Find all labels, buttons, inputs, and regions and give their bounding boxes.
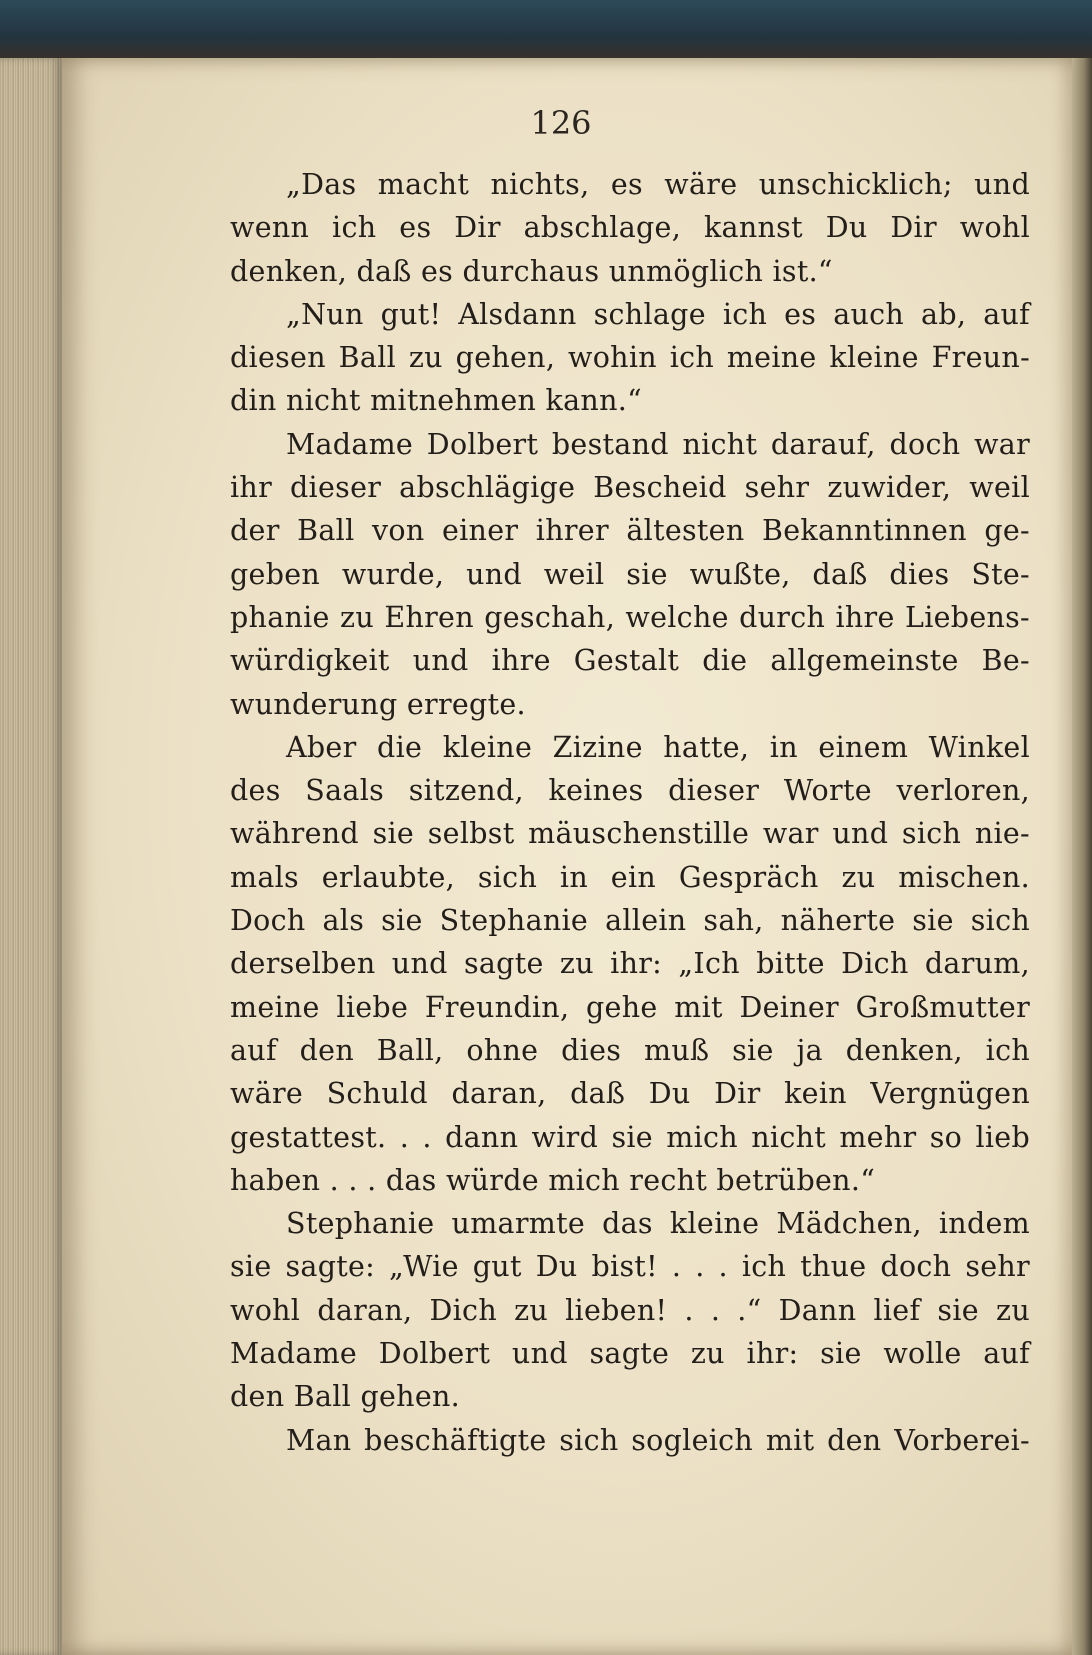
text-line: Madame Dolbert und sagte zu ihr: sie wolle auf <box>230 1337 1030 1371</box>
text-line: derselben und sagte zu ihr: „Ich bitte Dich darum, <box>230 947 1030 981</box>
text-line: geben wurde, und weil sie wußte, daß dies Ste- <box>230 557 1030 591</box>
text-line: gestattest. . . dann wird sie mich nicht mehr so lieb <box>230 1120 1030 1154</box>
text-line: wäre Schuld daran, daß Du Dir kein Vergnügen <box>230 1077 1030 1111</box>
text-line: der Ball von einer ihrer ältesten Bekanntinnen ge- <box>230 514 1030 548</box>
text-line: diesen Ball zu gehen, wohin ich meine kleine Freun- <box>230 341 1030 375</box>
text-line: „Nun gut! Alsdann schlage ich es auch ab, auf <box>286 297 1030 331</box>
text-line: mals erlaubte, sich in ein Gespräch zu mischen. <box>230 860 1030 894</box>
text-line: denken, daß es durchaus unmöglich ist.“ <box>230 254 833 288</box>
text-line: sie sagte: „Wie gut Du bist! . . . ich thue doch sehr <box>230 1250 1030 1284</box>
text-line: wunderung erregte. <box>230 687 526 721</box>
text-line: wohl daran, Dich zu lieben! . . .“ Dann lief sie zu <box>230 1293 1030 1327</box>
text-line: phanie zu Ehren geschah, welche durch ihre Liebens- <box>230 600 1030 634</box>
text-line: Madame Dolbert bestand nicht darauf, doch war <box>286 427 1030 461</box>
text-line: meine liebe Freundin, gehe mit Deiner Großmutter <box>230 990 1030 1024</box>
text-line: auf den Ball, ohne dies muß sie ja denken, ich <box>230 1033 1030 1067</box>
text-line: wenn ich es Dir abschlage, kannst Du Dir wohl <box>230 211 1030 245</box>
text-line: ihr dieser abschlägige Bescheid sehr zuwider, weil <box>230 471 1030 505</box>
text-line: Stephanie umarmte das kleine Mädchen, indem <box>286 1207 1030 1241</box>
text-line: „Das macht nichts, es wäre unschicklich; und <box>286 168 1030 201</box>
text-line: würdigkeit und ihre Gestalt die allgemeinste Be- <box>230 644 1030 678</box>
book-cover-edge <box>0 0 1092 62</box>
page-edges <box>0 58 62 1655</box>
text-line: haben . . . das würde mich recht betrüben.“ <box>230 1163 876 1197</box>
text-line: din nicht mitnehmen kann.“ <box>230 384 642 418</box>
text-line: Man beschäftigte sich sogleich mit den Vorberei- <box>286 1423 1030 1457</box>
body-text <box>230 163 1030 1462</box>
text-line: des Saals sitzend, keines dieser Worte verloren, <box>230 774 1030 808</box>
text-line: Doch als sie Stephanie allein sah, näherte sie sich <box>230 904 1030 938</box>
text-line: während sie selbst mäuschenstille war und sich nie- <box>230 817 1030 851</box>
text-line: den Ball gehen. <box>230 1380 460 1414</box>
text-line: Aber die kleine Zizine hatte, in einem Winkel <box>286 730 1030 764</box>
page-number: 126 <box>530 104 592 142</box>
page-right-edge <box>1072 58 1092 1655</box>
